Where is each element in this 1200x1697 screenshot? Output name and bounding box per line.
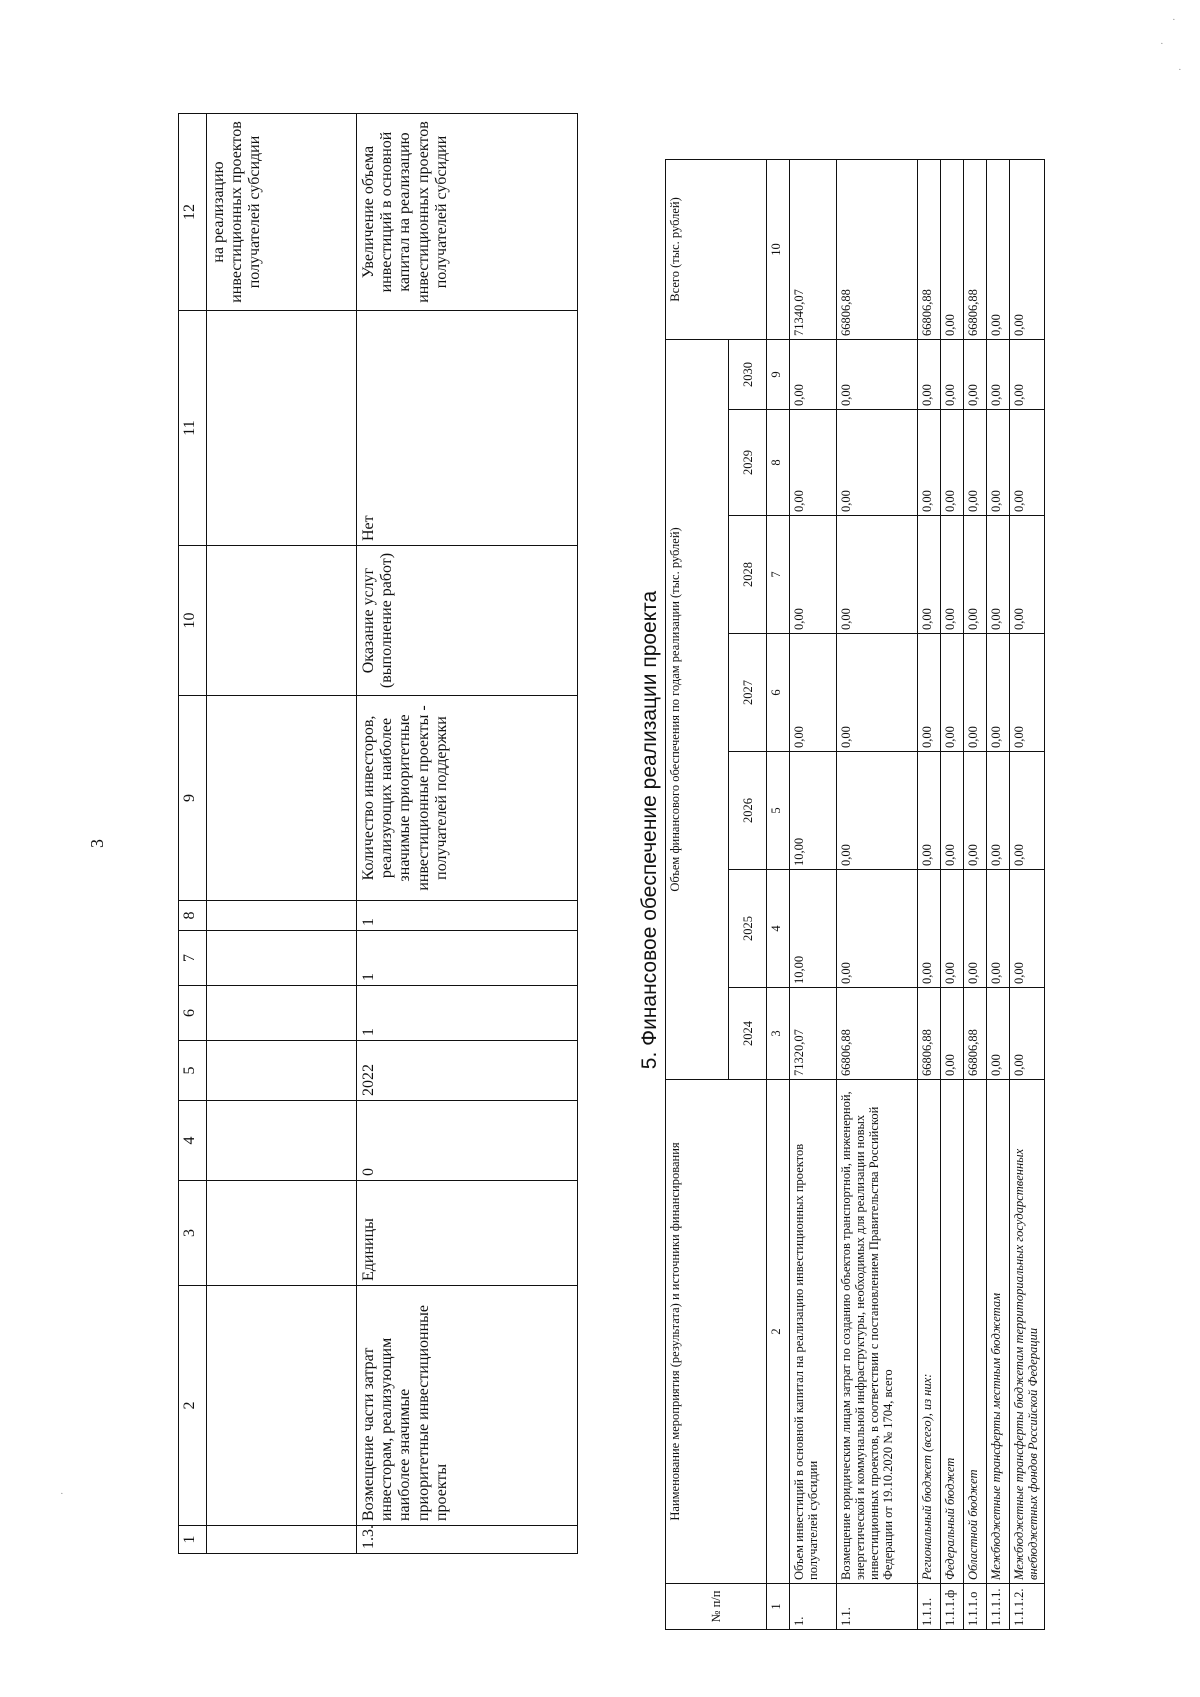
table-row xyxy=(206,114,356,1554)
finance-header-row xyxy=(666,159,729,1629)
table-row xyxy=(987,159,1010,1629)
table-row xyxy=(964,159,987,1629)
value-cell: 0,00 xyxy=(964,752,987,870)
value-cell: 1 xyxy=(356,931,577,986)
flag-cell: Нет xyxy=(356,311,577,546)
col-number: 5 xyxy=(179,1041,207,1101)
col-number: 6 xyxy=(179,986,207,1041)
col-number: 6 xyxy=(767,634,790,752)
col-number: 10 xyxy=(179,546,207,696)
header-name: Наименование мероприятия (результата) и источники финансирования xyxy=(666,1080,767,1584)
year-header: 2030 xyxy=(729,339,767,409)
row-name: Межбюджетные трансферты местным бюджетам xyxy=(987,1080,1010,1584)
result-cell: Увеличение объема инвестиций в основной капитал на реализацию инвестиционных проектов получателей субсидии xyxy=(356,114,577,311)
year-header: 2029 xyxy=(729,410,767,516)
scan-speck: · xyxy=(1160,38,1164,50)
finance-table xyxy=(665,159,1045,1630)
total-cell: 66806,88 xyxy=(964,159,987,339)
value-cell: 0,00 xyxy=(790,634,837,752)
col-number: 8 xyxy=(767,410,790,516)
table-row xyxy=(356,114,577,1554)
row-name: Возмещение юридическим лицам затрат по созданию объектов транспортной, инженерной, энергетической и коммунальной инфраструктуры, необходимых для реализации новых инвестиционных проектов, в соответствии с постановлением Правительства Российской Федерации от 19.10.2020 № 1704, всего xyxy=(837,1080,918,1584)
value-cell: 0,00 xyxy=(941,410,964,516)
col-number: 7 xyxy=(767,516,790,634)
value-cell: 0,00 xyxy=(941,752,964,870)
row-number: 1.1.1.1. xyxy=(987,1584,1010,1630)
row-number: 1.1.1.ф xyxy=(941,1584,964,1630)
header-total: Всего (тыс. рублей) xyxy=(666,159,767,339)
value-cell: 0,00 xyxy=(987,752,1010,870)
row-number: 1. xyxy=(790,1584,837,1630)
col-number: 10 xyxy=(767,159,790,339)
row-number: 1.1.1.2. xyxy=(1010,1584,1045,1630)
col-number: 9 xyxy=(179,696,207,901)
table-row xyxy=(790,159,837,1629)
value-cell: 10,00 xyxy=(790,752,837,870)
finance-table-wrapper xyxy=(665,160,1045,1630)
value-cell: 0,00 xyxy=(941,870,964,988)
table-row xyxy=(1010,159,1045,1629)
value-cell: 0,00 xyxy=(918,752,941,870)
col-number: 3 xyxy=(179,1181,207,1286)
value-cell: 0,00 xyxy=(987,516,1010,634)
table-row xyxy=(941,159,964,1629)
base-value-cell: 0 xyxy=(356,1101,577,1181)
indicator-cell: Количество инвесторов, реализующих наиболее значимые приоритетные инвестиционные проекты - получателей поддержки xyxy=(356,696,577,901)
type-cell: Оказание услуг (выполнение работ) xyxy=(356,546,577,696)
value-cell: 71320,07 xyxy=(790,988,837,1080)
value-cell: 0,00 xyxy=(1010,870,1045,988)
table-row xyxy=(918,159,941,1629)
col-number: 8 xyxy=(179,901,207,931)
value-cell: 66806,88 xyxy=(964,988,987,1080)
total-cell: 71340,07 xyxy=(790,159,837,339)
value-cell: 0,00 xyxy=(941,988,964,1080)
header-volume: Объем финансового обеспечения по годам реализации (тыс. рублей) xyxy=(666,339,729,1079)
result-continuation: на реализацию инвестиционных проектов получателей субсидии xyxy=(206,114,356,311)
row-name: Межбюджетные трансферты бюджетам территориальных государственных внебюджетных фондов Российской Федерации xyxy=(1010,1080,1045,1584)
value-cell: 0,00 xyxy=(964,339,987,409)
value-cell: 0,00 xyxy=(987,988,1010,1080)
value-cell: 0,00 xyxy=(987,634,1010,752)
row-number: 1.1. xyxy=(837,1584,918,1630)
value-cell: 1 xyxy=(356,901,577,931)
value-cell: 0,00 xyxy=(918,410,941,516)
scan-speck: · xyxy=(1172,14,1176,26)
row-number: 1.3. xyxy=(356,1526,577,1554)
col-number: 5 xyxy=(767,752,790,870)
scan-speck: · xyxy=(1178,64,1182,76)
section-title: 5. Финансовое обеспечение реализации проекта xyxy=(638,590,661,1070)
indicators-table-wrapper xyxy=(178,114,578,1554)
col-number: 4 xyxy=(179,1101,207,1181)
year-header: 2025 xyxy=(729,870,767,988)
value-cell: 0,00 xyxy=(1010,634,1045,752)
scan-speck: · xyxy=(60,1488,64,1500)
value-cell: 10,00 xyxy=(790,870,837,988)
column-numbers-row xyxy=(767,159,790,1629)
value-cell: 0,00 xyxy=(1010,988,1045,1080)
indicators-table xyxy=(178,113,578,1554)
value-cell: 0,00 xyxy=(918,516,941,634)
year-header: 2027 xyxy=(729,634,767,752)
value-cell: 0,00 xyxy=(790,339,837,409)
col-number: 2 xyxy=(179,1286,207,1526)
page-number: 3 xyxy=(87,839,107,848)
row-name: Региональный бюджет (всего), из них: xyxy=(918,1080,941,1584)
value-cell: 0,00 xyxy=(964,870,987,988)
total-cell: 66806,88 xyxy=(837,159,918,339)
value-cell: 0,00 xyxy=(987,410,1010,516)
value-cell: 0,00 xyxy=(837,339,918,409)
total-cell: 66806,88 xyxy=(918,159,941,339)
value-cell: 1 xyxy=(356,986,577,1041)
value-cell: 0,00 xyxy=(837,870,918,988)
value-cell: 0,00 xyxy=(837,634,918,752)
value-cell: 0,00 xyxy=(790,516,837,634)
col-number: 11 xyxy=(179,311,207,546)
year-cell: 2022 xyxy=(356,1041,577,1101)
year-header: 2028 xyxy=(729,516,767,634)
row-number: 1.1.1. xyxy=(918,1584,941,1630)
col-number: 3 xyxy=(767,988,790,1080)
header-num: № п/п xyxy=(666,1584,767,1630)
row-name: Областной бюджет xyxy=(964,1080,987,1584)
year-header: 2024 xyxy=(729,988,767,1080)
value-cell: 66806,88 xyxy=(918,988,941,1080)
table-row xyxy=(837,159,918,1629)
total-cell: 0,00 xyxy=(941,159,964,339)
col-number: 9 xyxy=(767,339,790,409)
value-cell: 0,00 xyxy=(987,870,1010,988)
value-cell: 0,00 xyxy=(941,634,964,752)
value-cell: 0,00 xyxy=(837,752,918,870)
total-cell: 0,00 xyxy=(1010,159,1045,339)
row-name: Объем инвестиций в основной капитал на реализацию инвестиционных проектов получателей субсидии xyxy=(790,1080,837,1584)
value-cell: 0,00 xyxy=(1010,410,1045,516)
col-number: 1 xyxy=(767,1584,790,1630)
value-cell: 0,00 xyxy=(964,516,987,634)
value-cell: 0,00 xyxy=(918,634,941,752)
value-cell: 0,00 xyxy=(918,870,941,988)
value-cell: 0,00 xyxy=(941,339,964,409)
value-cell: 0,00 xyxy=(918,339,941,409)
event-name: Возмещение части затрат инвесторам, реализующим наиболее значимые приоритетные инвестиционные проекты xyxy=(356,1286,577,1526)
col-number: 12 xyxy=(179,114,207,311)
col-number: 1 xyxy=(179,1526,207,1554)
value-cell: 0,00 xyxy=(790,410,837,516)
value-cell: 0,00 xyxy=(837,410,918,516)
value-cell: 0,00 xyxy=(964,410,987,516)
value-cell: 0,00 xyxy=(941,516,964,634)
value-cell: 0,00 xyxy=(964,634,987,752)
year-header: 2026 xyxy=(729,752,767,870)
indicators-header-row xyxy=(179,114,207,1554)
value-cell: 0,00 xyxy=(987,339,1010,409)
value-cell: 0,00 xyxy=(1010,516,1045,634)
col-number: 7 xyxy=(179,931,207,986)
unit-cell: Единицы xyxy=(356,1181,577,1286)
value-cell: 0,00 xyxy=(1010,339,1045,409)
row-name: Федеральный бюджет xyxy=(941,1080,964,1584)
value-cell: 66806,88 xyxy=(837,988,918,1080)
value-cell: 0,00 xyxy=(1010,752,1045,870)
value-cell: 0,00 xyxy=(837,516,918,634)
col-number: 2 xyxy=(767,1080,790,1584)
row-number: 1.1.1.о xyxy=(964,1584,987,1630)
col-number: 4 xyxy=(767,870,790,988)
total-cell: 0,00 xyxy=(987,159,1010,339)
